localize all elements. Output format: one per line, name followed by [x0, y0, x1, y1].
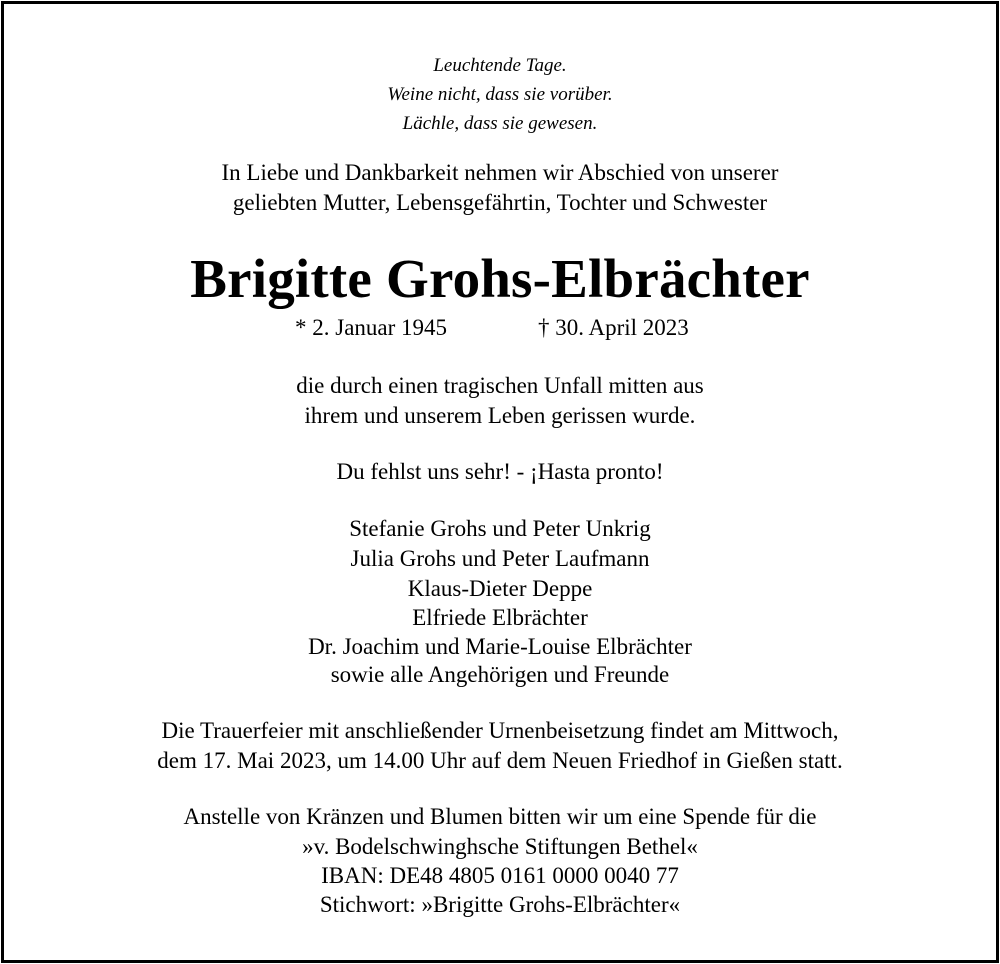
farewell-line: Du fehlst uns sehr! - ¡Hasta pronto! — [336, 459, 664, 484]
mourner-line: Klaus-Dieter Deppe — [407, 576, 593, 601]
birth-date: * 2. Januar 1945 — [295, 315, 448, 340]
donation-keyword: Stichwort: »Brigitte Grohs-Elbrächter« — [319, 892, 681, 917]
death-date: † 30. April 2023 — [538, 315, 689, 340]
ceremony-line: dem 17. Mai 2023, um 14.00 Uhr auf dem Neuen Friedhof in Gießen statt. — [157, 748, 843, 773]
intro-line: In Liebe und Dankbarkeit nehmen wir Abschied von unserer — [221, 160, 779, 185]
poem-line: Lächle, dass sie gewesen. — [402, 113, 598, 134]
poem-line: Weine nicht, dass sie vorüber. — [387, 84, 613, 105]
mourner-line: sowie alle Angehörigen und Freunde — [330, 662, 670, 687]
donation-line: Anstelle von Kränzen und Blumen bitten wir um eine Spende für die — [183, 804, 817, 829]
donation-iban: IBAN: DE48 4805 0161 0000 0040 77 — [321, 863, 679, 888]
poem-line: Leuchtende Tage. — [433, 55, 567, 76]
mourner-line: Stefanie Grohs und Peter Unkrig — [349, 516, 651, 541]
mourner-line: Julia Grohs und Peter Laufmann — [350, 546, 650, 571]
donation-line: »v. Bodelschwinghsche Stiftungen Bethel« — [302, 834, 698, 859]
mourner-line: Elfriede Elbrächter — [412, 605, 588, 630]
ceremony-line: Die Trauerfeier mit anschließender Urnenbeisetzung findet am Mittwoch, — [161, 718, 839, 743]
deceased-name: Brigitte Grohs-Elbrächter — [190, 248, 810, 309]
mourner-line: Dr. Joachim und Marie-Louise Elbrächter — [308, 634, 692, 659]
intro-line: geliebten Mutter, Lebensgefährtin, Tochter und Schwester — [232, 190, 768, 215]
circumstance-line: die durch einen tragischen Unfall mitten aus — [296, 373, 704, 398]
circumstance-line: ihrem und unserem Leben gerissen wurde. — [304, 403, 696, 428]
